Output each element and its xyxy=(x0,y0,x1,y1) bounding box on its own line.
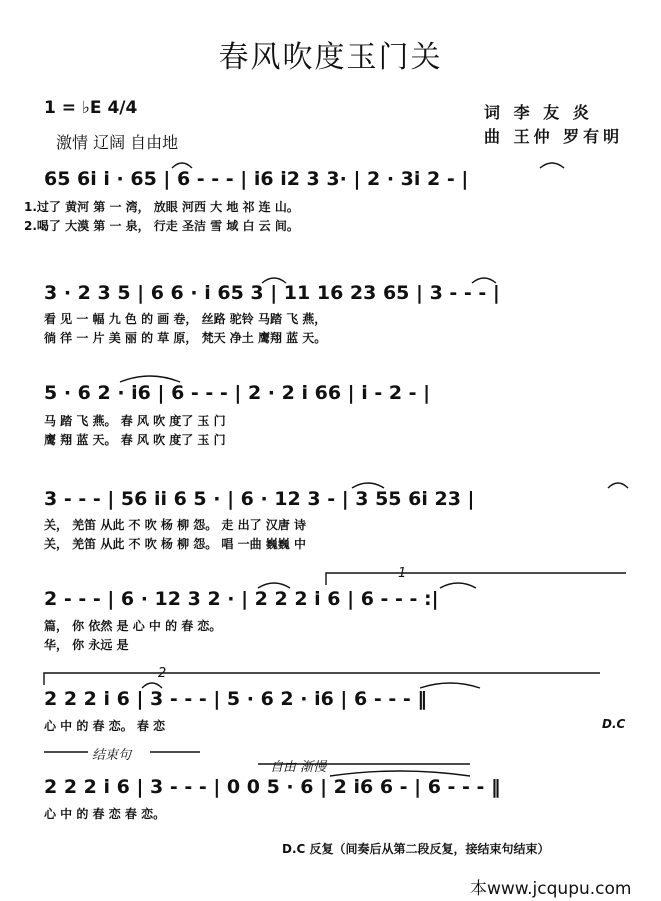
slur-arc xyxy=(258,583,290,588)
slur-arc xyxy=(172,163,192,168)
notation-ending-line: 2 2 2 i 6 | 3 - - - | 0 0 5 · 6 | 2 i6 6 - | 6 - - - ‖ xyxy=(44,776,501,798)
slur-arc xyxy=(262,278,286,283)
slur-arc xyxy=(608,483,628,488)
volta-2-label: 2 xyxy=(158,666,167,681)
free-slow-label: 自由 渐慢 xyxy=(270,760,327,775)
lyric-ending-line: 心 中 的 春 恋 春 恋。 xyxy=(44,807,166,821)
slur-arc xyxy=(352,483,384,488)
lyric-line-6: 心 中 的 春 恋。 春 恋 xyxy=(44,719,166,733)
watermark: 本www.jcqupu.com xyxy=(470,879,632,899)
lyric-line-2-verse-2: 徜 徉 一 片 美 丽 的 草 原， 梵天 净土 鹰翔 蓝 天。 xyxy=(44,331,327,345)
notation-line-3: 5 · 6 2 · i6 | 6 - - - | 2 · 2 i 66 | i - 2 - | xyxy=(44,382,431,404)
key-signature: 1 = ♭E 4/4 xyxy=(44,98,138,118)
volta-1-bracket xyxy=(326,573,626,585)
lyric-line-2-verse-1: 看 见 一 幅 九 色 的 画 卷， 丝路 驼铃 马踏 飞 燕， xyxy=(44,312,327,326)
lyric-line-1-verse-2: 2.喝了 大漠 第 一 泉， 行走 圣洁 雪 域 白 云 间。 xyxy=(24,219,299,233)
dc-mark: D.C xyxy=(602,717,626,731)
volta-1-label: 1 xyxy=(398,566,407,581)
ending-label: 结束句 xyxy=(92,748,132,763)
song-title: 春风吹度玉门关 xyxy=(218,40,443,75)
repeat-instruction: D.C 反复（间奏后从第二段反复，接结束句结束） xyxy=(282,842,550,856)
lyric-line-1-verse-1: 1.过了 黄河 第 一 湾， 放眼 河西 大 地 祁 连 山。 xyxy=(24,200,299,214)
slur-arc xyxy=(330,771,470,776)
slur-arc xyxy=(472,278,496,283)
tempo-mood: 激情 辽阔 自由地 xyxy=(56,133,179,152)
lyric-line-3-verse-1: 马 踏 飞 燕。 春 风 吹 度了 玉 门 xyxy=(44,414,226,428)
slur-arc xyxy=(142,683,162,688)
lyric-line-5-verse-2: 华， 你 永远 是 xyxy=(44,638,129,652)
lyric-line-4-verse-2: 关， 羌笛 从此 不 吹 杨 柳 怨。 唱 一曲 巍巍 中 xyxy=(44,537,306,551)
slur-arc xyxy=(120,376,180,382)
slur-arc xyxy=(440,583,476,588)
notation-line-4: 3 - - - | 56 ii 6 5 · | 6 · 12 3 - | 3 55 6i 23 | xyxy=(44,488,475,510)
composer-credit: 曲 王仲 罗有明 xyxy=(484,127,624,146)
notation-line-5: 2 - - - | 6 · 12 3 2 · | 2 2 2 i 6 | 6 - - - :| xyxy=(44,588,439,610)
lyricist-credit: 词 李 友 炎 xyxy=(484,103,593,122)
slur-arc xyxy=(540,163,564,168)
volta-2-bracket xyxy=(44,673,600,685)
slur-arc xyxy=(420,683,480,688)
lyric-line-3-verse-2: 鹰 翔 蓝 天。 春 风 吹 度了 玉 门 xyxy=(44,433,226,447)
notation-line-1: 65 6i i · 65 | 6 - - - | i6 i2 3 3· | 2 · 3i 2 - | xyxy=(44,168,469,190)
lyric-line-4-verse-1: 关， 羌笛 从此 不 吹 杨 柳 怨。 走 出了 汉唐 诗 xyxy=(44,518,306,532)
lyric-line-5-verse-1: 篇， 你 依然 是 心 中 的 春 恋。 xyxy=(44,619,222,633)
notation-line-6: 2 2 2 i 6 | 3 - - - | 5 · 6 2 · i6 | 6 - - - ‖ xyxy=(44,688,427,710)
notation-line-2: 3 · 2 3 5 | 6 6 · i 65 3 | 11 16 23 65 | 3 - - - | xyxy=(44,282,500,304)
